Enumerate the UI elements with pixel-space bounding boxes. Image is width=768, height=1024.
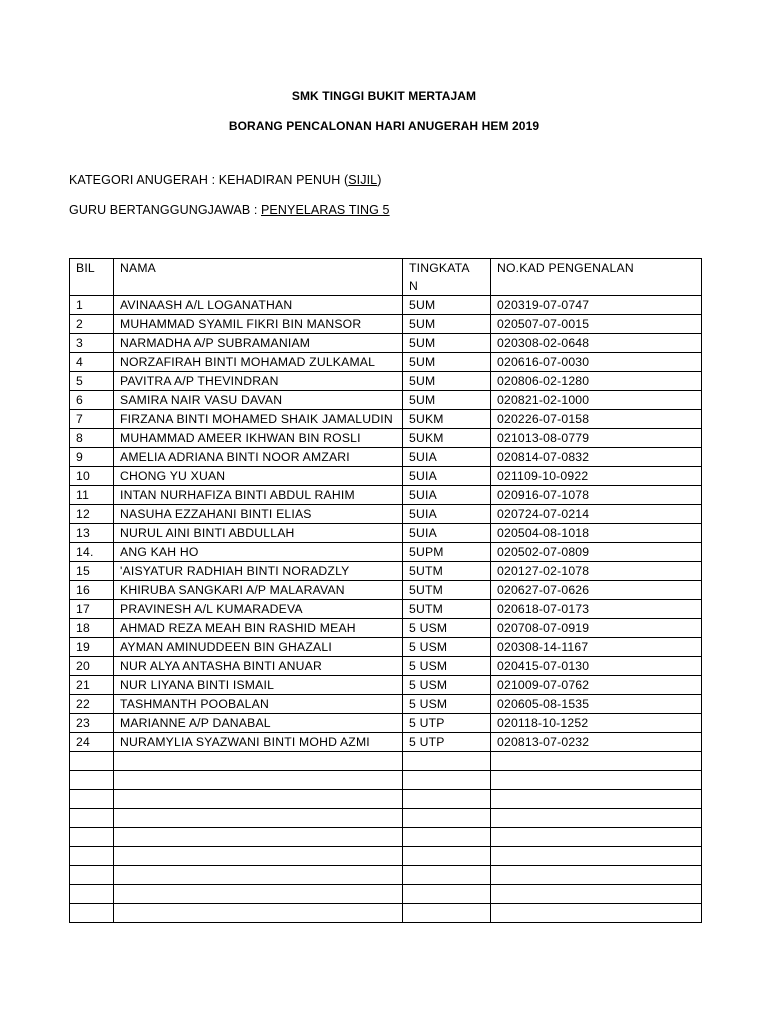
cell-nama: NORZAFIRAH BINTI MOHAMAD ZULKAMAL <box>114 353 403 372</box>
cell-nokad: 020724-07-0214 <box>491 505 702 524</box>
award-category-label: KATEGORI ANUGERAH : KEHADIRAN PENUH ( <box>69 173 349 187</box>
cell-nama: SAMIRA NAIR VASU DAVAN <box>114 391 403 410</box>
cell-tingkatan: 5UM <box>403 353 491 372</box>
empty-table-row <box>70 866 702 885</box>
cell-bil: 9 <box>70 448 114 467</box>
cell-bil: 1 <box>70 296 114 315</box>
empty-cell-bil <box>70 752 114 771</box>
cell-nama: KHIRUBA SANGKARI A/P MALARAVAN <box>114 581 403 600</box>
empty-cell-nokad <box>491 771 702 790</box>
cell-bil: 2 <box>70 315 114 334</box>
cell-nama: 'AISYATUR RADHIAH BINTI NORADZLY <box>114 562 403 581</box>
empty-cell-nokad <box>491 809 702 828</box>
empty-cell-nokad <box>491 847 702 866</box>
cell-bil: 13 <box>70 524 114 543</box>
school-title: SMK TINGGI BUKIT MERTAJAM <box>291 89 477 103</box>
cell-nokad: 020415-07-0130 <box>491 657 702 676</box>
cell-nama: PAVITRA A/P THEVINDRAN <box>114 372 403 391</box>
header-bil: BIL <box>70 259 114 296</box>
empty-table-row <box>70 885 702 904</box>
empty-cell-nokad <box>491 904 702 923</box>
cell-nama: AHMAD REZA MEAH BIN RASHID MEAH <box>114 619 403 638</box>
cell-tingkatan: 5 UTP <box>403 733 491 752</box>
empty-table-row <box>70 847 702 866</box>
header-tingkatan-line2: N <box>409 279 419 293</box>
empty-table-row <box>70 771 702 790</box>
empty-cell-nokad <box>491 828 702 847</box>
cell-tingkatan: 5UKM <box>403 429 491 448</box>
header-tingkatan-line1: TINGKATA <box>409 261 470 275</box>
cell-tingkatan: 5UPM <box>403 543 491 562</box>
cell-nokad: 020127-02-1078 <box>491 562 702 581</box>
empty-cell-bil <box>70 904 114 923</box>
empty-cell-nama <box>114 847 403 866</box>
empty-cell-nama <box>114 809 403 828</box>
empty-cell-bil <box>70 809 114 828</box>
cell-bil: 11 <box>70 486 114 505</box>
header-nama: NAMA <box>114 259 403 296</box>
cell-nokad: 021109-10-0922 <box>491 467 702 486</box>
cell-bil: 24 <box>70 733 114 752</box>
cell-tingkatan: 5UM <box>403 315 491 334</box>
cell-bil: 4 <box>70 353 114 372</box>
empty-cell-tingkatan <box>403 866 491 885</box>
cell-nokad: 020916-07-1078 <box>491 486 702 505</box>
cell-nama: NASUHA EZZAHANI BINTI ELIAS <box>114 505 403 524</box>
table-row <box>70 296 702 315</box>
empty-cell-nama <box>114 866 403 885</box>
responsible-teacher-value: PENYELARAS TING 5 <box>261 203 390 217</box>
cell-tingkatan: 5UTM <box>403 562 491 581</box>
cell-bil: 3 <box>70 334 114 353</box>
cell-nama: MUHAMMAD AMEER IKHWAN BIN ROSLI <box>114 429 403 448</box>
empty-cell-nokad <box>491 866 702 885</box>
table-row <box>70 448 702 467</box>
table-row <box>70 372 702 391</box>
cell-nokad: 020308-02-0648 <box>491 334 702 353</box>
cell-tingkatan: 5UM <box>403 334 491 353</box>
header-nokad: NO.KAD PENGENALAN <box>491 259 702 296</box>
cell-bil: 22 <box>70 695 114 714</box>
cell-nokad: 021013-08-0779 <box>491 429 702 448</box>
award-category-value: SIJIL <box>348 173 378 187</box>
table-body <box>70 296 702 923</box>
table-row <box>70 410 702 429</box>
cell-tingkatan: 5UIA <box>403 448 491 467</box>
award-category-line <box>69 173 381 187</box>
cell-bil: 23 <box>70 714 114 733</box>
cell-nokad: 020813-07-0232 <box>491 733 702 752</box>
cell-tingkatan: 5UM <box>403 372 491 391</box>
cell-nokad: 020502-07-0809 <box>491 543 702 562</box>
cell-nokad: 020806-02-1280 <box>491 372 702 391</box>
empty-cell-nokad <box>491 790 702 809</box>
cell-nama: NUR LIYANA BINTI ISMAIL <box>114 676 403 695</box>
cell-bil: 15 <box>70 562 114 581</box>
cell-nokad: 020118-10-1252 <box>491 714 702 733</box>
cell-nokad: 020605-08-1535 <box>491 695 702 714</box>
table-row <box>70 714 702 733</box>
empty-cell-nama <box>114 790 403 809</box>
cell-tingkatan: 5 USM <box>403 695 491 714</box>
empty-cell-bil <box>70 828 114 847</box>
empty-cell-nama <box>114 828 403 847</box>
cell-nama: AMELIA ADRIANA BINTI NOOR AMZARI <box>114 448 403 467</box>
table-row <box>70 429 702 448</box>
cell-nama: AYMAN AMINUDDEEN BIN GHAZALI <box>114 638 403 657</box>
cell-nama: INTAN NURHAFIZA BINTI ABDUL RAHIM <box>114 486 403 505</box>
empty-cell-bil <box>70 790 114 809</box>
empty-cell-bil <box>70 866 114 885</box>
table-header-row <box>70 259 702 296</box>
cell-tingkatan: 5 USM <box>403 657 491 676</box>
cell-bil: 10 <box>70 467 114 486</box>
cell-bil: 12 <box>70 505 114 524</box>
table-row <box>70 391 702 410</box>
cell-bil: 16 <box>70 581 114 600</box>
cell-tingkatan: 5 USM <box>403 676 491 695</box>
cell-bil: 7 <box>70 410 114 429</box>
cell-nokad: 020814-07-0832 <box>491 448 702 467</box>
table-row <box>70 505 702 524</box>
form-title: BORANG PENCALONAN HARI ANUGERAH HEM 2019 <box>228 119 540 133</box>
cell-nokad: 020226-07-0158 <box>491 410 702 429</box>
empty-cell-tingkatan <box>403 904 491 923</box>
empty-cell-tingkatan <box>403 828 491 847</box>
empty-cell-nama <box>114 771 403 790</box>
cell-nama: NURAMYLIA SYAZWANI BINTI MOHD AZMI <box>114 733 403 752</box>
table-row <box>70 543 702 562</box>
table-row <box>70 733 702 752</box>
table-row <box>70 657 702 676</box>
empty-cell-nama <box>114 752 403 771</box>
cell-tingkatan: 5UM <box>403 296 491 315</box>
cell-tingkatan: 5 USM <box>403 619 491 638</box>
cell-nama: NARMADHA A/P SUBRAMANIAM <box>114 334 403 353</box>
empty-cell-tingkatan <box>403 809 491 828</box>
cell-bil: 6 <box>70 391 114 410</box>
cell-tingkatan: 5UM <box>403 391 491 410</box>
table-row <box>70 638 702 657</box>
cell-nama: FIRZANA BINTI MOHAMED SHAIK JAMALUDIN <box>114 410 403 429</box>
cell-nokad: 020708-07-0919 <box>491 619 702 638</box>
cell-nokad: 020618-07-0173 <box>491 600 702 619</box>
cell-nokad: 020507-07-0015 <box>491 315 702 334</box>
empty-table-row <box>70 828 702 847</box>
empty-table-row <box>70 904 702 923</box>
responsible-teacher-label: GURU BERTANGGUNGJAWAB : <box>69 203 261 217</box>
table-row <box>70 315 702 334</box>
empty-cell-tingkatan <box>403 752 491 771</box>
cell-nama: ANG KAH HO <box>114 543 403 562</box>
table-row <box>70 619 702 638</box>
cell-bil: 21 <box>70 676 114 695</box>
table-row <box>70 467 702 486</box>
table-row <box>70 581 702 600</box>
empty-cell-bil <box>70 847 114 866</box>
table-row <box>70 562 702 581</box>
cell-bil: 14. <box>70 543 114 562</box>
empty-cell-bil <box>70 885 114 904</box>
table-row <box>70 695 702 714</box>
empty-cell-tingkatan <box>403 790 491 809</box>
cell-bil: 18 <box>70 619 114 638</box>
empty-cell-tingkatan <box>403 771 491 790</box>
nomination-table <box>69 258 702 923</box>
empty-cell-tingkatan <box>403 847 491 866</box>
cell-tingkatan: 5 USM <box>403 638 491 657</box>
empty-cell-nama <box>114 885 403 904</box>
empty-cell-nokad <box>491 752 702 771</box>
cell-nama: MUHAMMAD SYAMIL FIKRI BIN MANSOR <box>114 315 403 334</box>
empty-table-row <box>70 790 702 809</box>
cell-nokad: 020319-07-0747 <box>491 296 702 315</box>
cell-bil: 5 <box>70 372 114 391</box>
cell-bil: 17 <box>70 600 114 619</box>
empty-table-row <box>70 809 702 828</box>
table-row <box>70 676 702 695</box>
empty-cell-tingkatan <box>403 885 491 904</box>
empty-cell-bil <box>70 771 114 790</box>
header-tingkatan <box>403 259 491 296</box>
responsible-teacher-line <box>69 203 390 217</box>
cell-nama: NURUL AINI BINTI ABDULLAH <box>114 524 403 543</box>
cell-nama: PRAVINESH A/L KUMARADEVA <box>114 600 403 619</box>
cell-tingkatan: 5UIA <box>403 486 491 505</box>
table-row <box>70 600 702 619</box>
cell-nama: CHONG YU XUAN <box>114 467 403 486</box>
cell-nama: NUR ALYA ANTASHA BINTI ANUAR <box>114 657 403 676</box>
award-category-close: ) <box>377 173 382 187</box>
cell-nokad: 020821-02-1000 <box>491 391 702 410</box>
empty-cell-nama <box>114 904 403 923</box>
cell-nokad: 020627-07-0626 <box>491 581 702 600</box>
cell-nokad: 020308-14-1167 <box>491 638 702 657</box>
cell-bil: 20 <box>70 657 114 676</box>
cell-tingkatan: 5UIA <box>403 524 491 543</box>
cell-tingkatan: 5UKM <box>403 410 491 429</box>
cell-bil: 19 <box>70 638 114 657</box>
table-row <box>70 334 702 353</box>
cell-nama: AVINAASH A/L LOGANATHAN <box>114 296 403 315</box>
cell-tingkatan: 5UTM <box>403 600 491 619</box>
cell-tingkatan: 5UTM <box>403 581 491 600</box>
cell-nokad: 021009-07-0762 <box>491 676 702 695</box>
cell-bil: 8 <box>70 429 114 448</box>
cell-nama: TASHMANTH POOBALAN <box>114 695 403 714</box>
cell-tingkatan: 5UIA <box>403 505 491 524</box>
table-row <box>70 353 702 372</box>
cell-nokad: 020504-08-1018 <box>491 524 702 543</box>
cell-nama: MARIANNE A/P DANABAL <box>114 714 403 733</box>
empty-table-row <box>70 752 702 771</box>
cell-nokad: 020616-07-0030 <box>491 353 702 372</box>
table-row <box>70 524 702 543</box>
cell-tingkatan: 5UIA <box>403 467 491 486</box>
empty-cell-nokad <box>491 885 702 904</box>
table-row <box>70 486 702 505</box>
cell-tingkatan: 5 UTP <box>403 714 491 733</box>
